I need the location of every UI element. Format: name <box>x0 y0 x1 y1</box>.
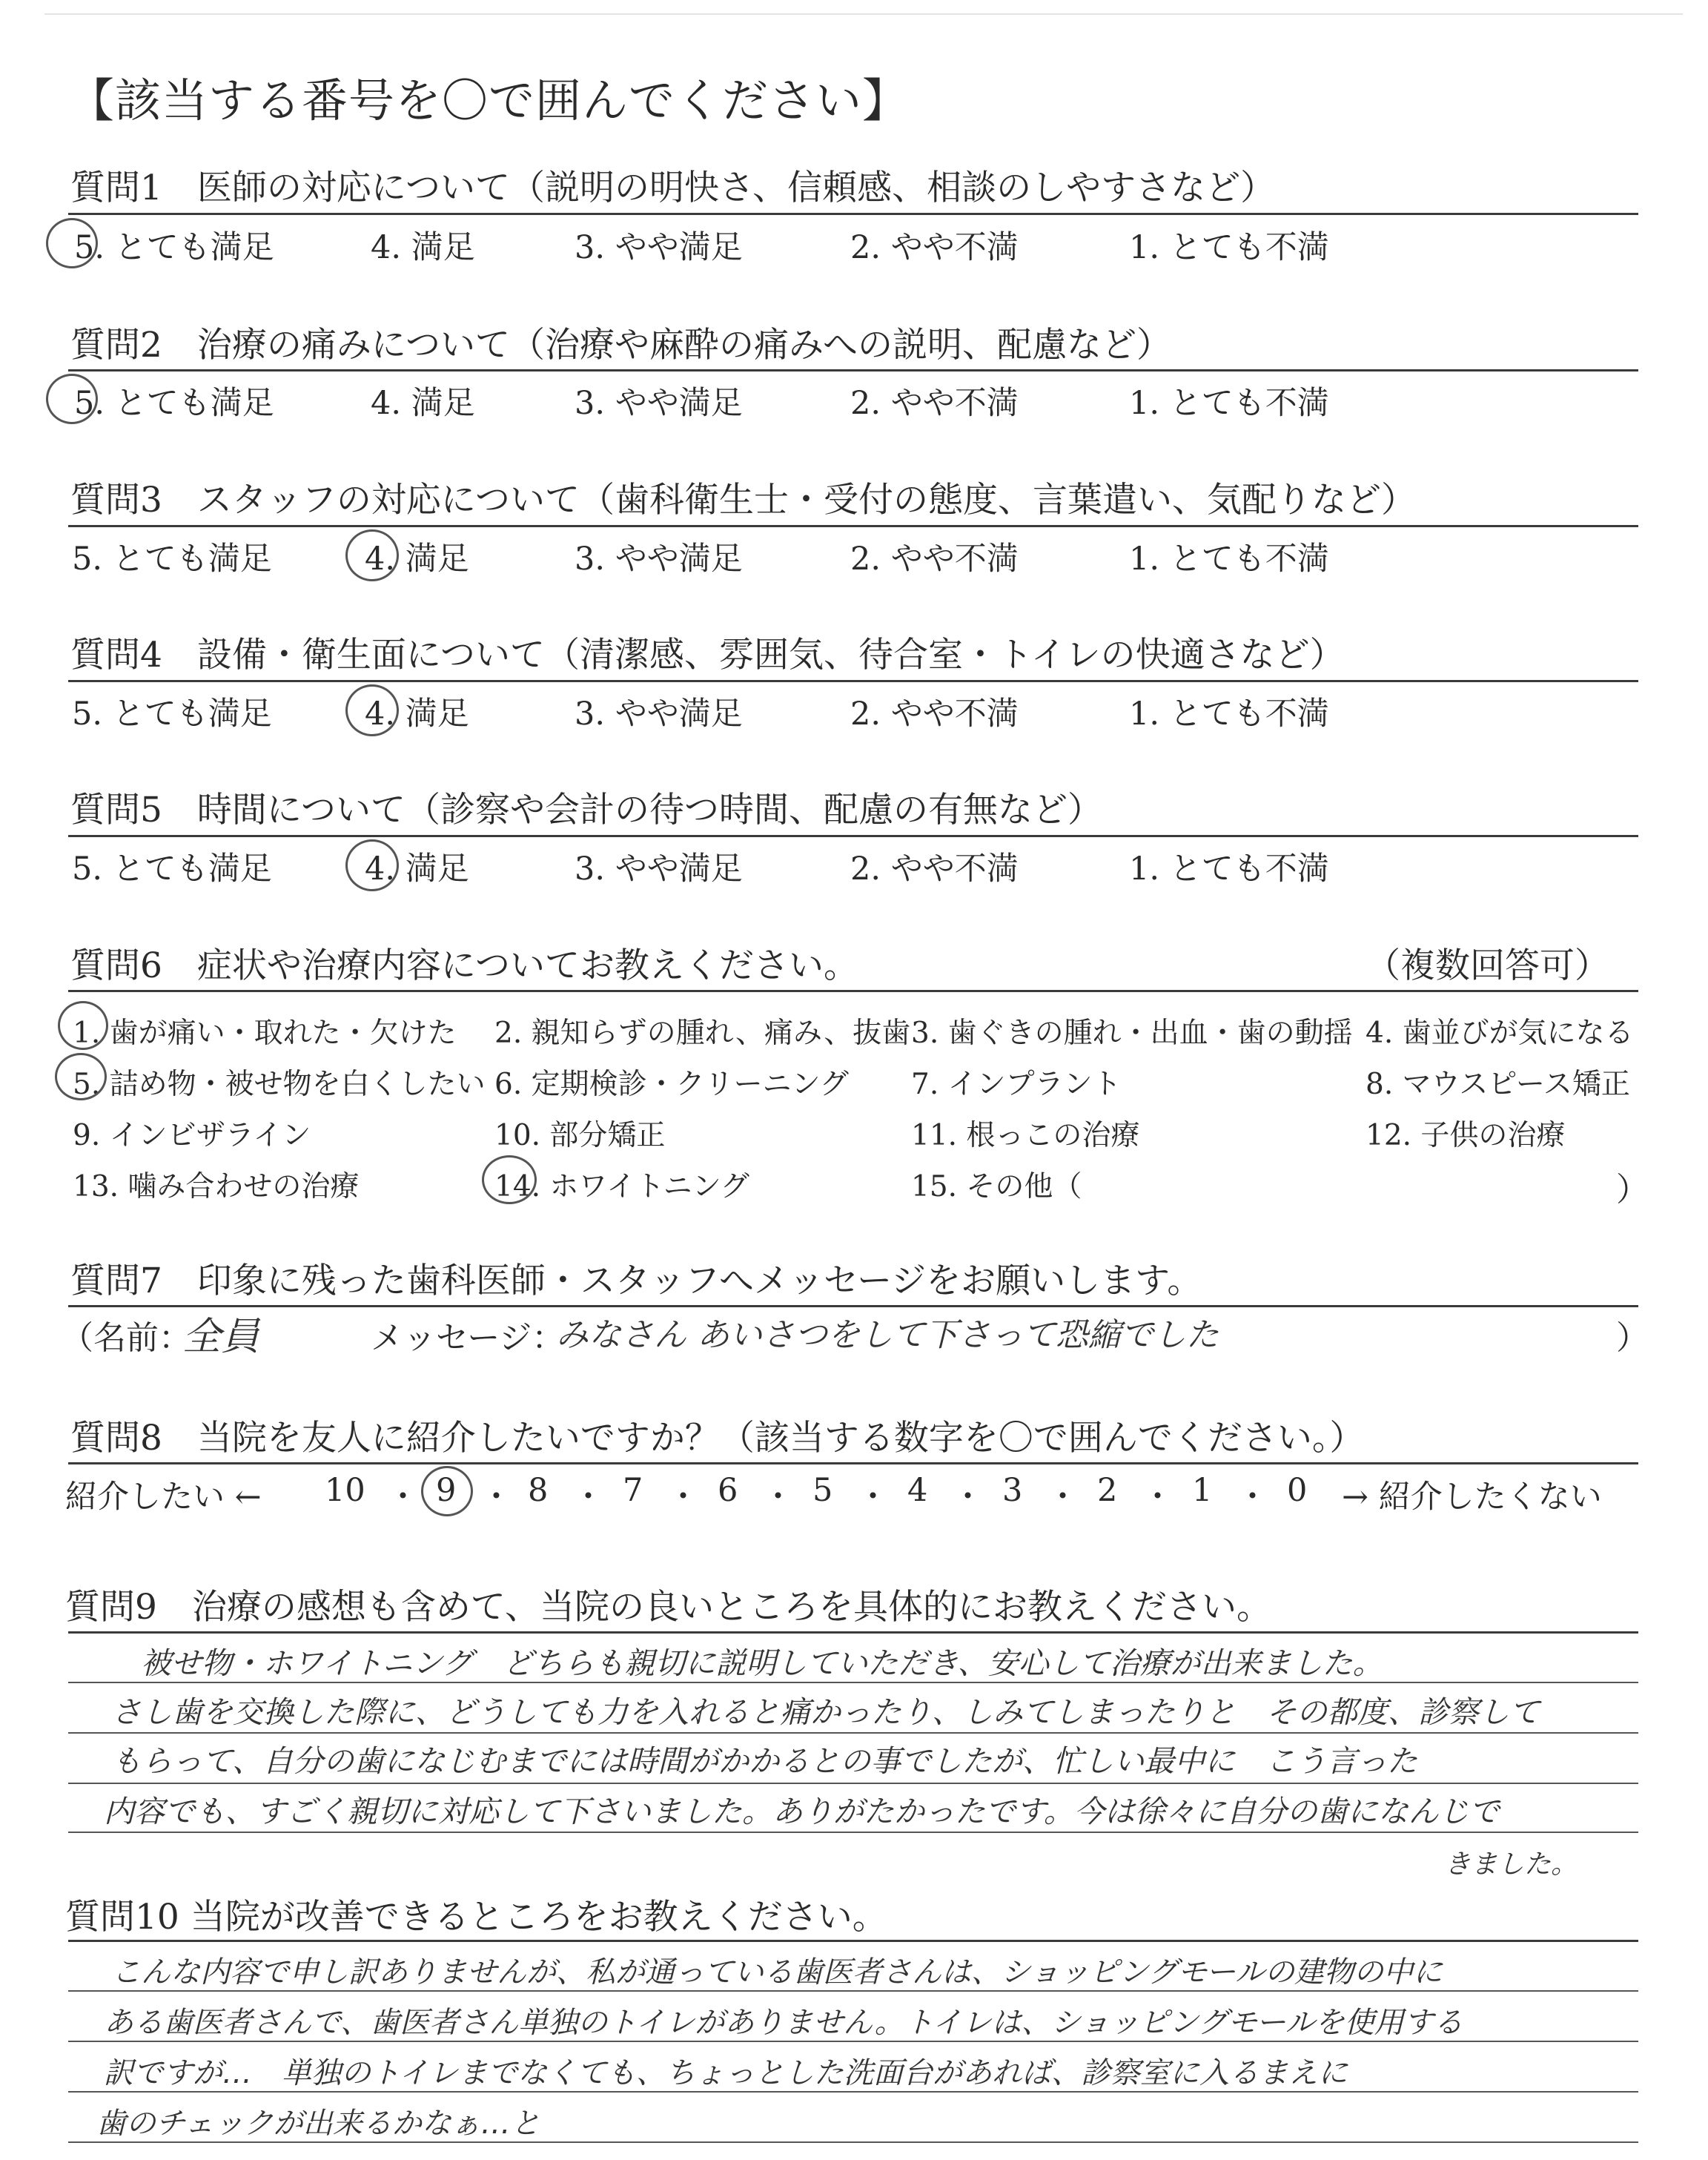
q8-scale-separator: ・ <box>1142 1479 1174 1516</box>
q9-writing-line <box>68 1832 1638 1833</box>
q2-option-2[interactable]: 2. やや不満 <box>850 385 1019 422</box>
q6-option-3[interactable]: 3. 歯ぐきの腫れ・出血・歯の動揺 <box>911 1017 1353 1050</box>
q6-option-1[interactable]: 1. 歯が痛い・取れた・欠けた <box>73 1017 457 1050</box>
q6-option-12[interactable]: 12. 子供の治療 <box>1366 1119 1566 1152</box>
q8-scale-separator: ・ <box>572 1479 604 1516</box>
q9-answer-line-2[interactable]: さし歯を交換した際に、どうしても力を入れると痛かったり、しみてしまったりと その都度、診察して <box>111 1694 1540 1730</box>
q8-scale-8[interactable]: 8 <box>528 1472 549 1509</box>
q6-other-close-paren: ） <box>1616 1171 1649 1209</box>
q6-option-10[interactable]: 10. 部分矯正 <box>494 1119 666 1152</box>
question-6-note: （複数回答可） <box>1366 945 1609 986</box>
q2-selection-circle <box>46 374 98 424</box>
question-5-rule <box>68 835 1638 837</box>
q1-option-3[interactable]: 3. やや満足 <box>575 229 743 266</box>
q6-option-15[interactable]: 15. その他（ <box>911 1170 1082 1203</box>
question-3-title: 質問3 スタッフの対応について（歯科衛生士・受付の態度、言葉遣い、気配りなど） <box>70 480 1416 521</box>
q5-option-2[interactable]: 2. やや不満 <box>850 851 1019 888</box>
q2-option-4[interactable]: 4. 満足 <box>371 385 475 422</box>
q8-scale-separator: ・ <box>387 1479 419 1516</box>
question-1-rule <box>68 213 1638 215</box>
q10-answer-line-4[interactable]: 歯のチェックが出来るかなぁ…と <box>96 2107 540 2141</box>
q3-option-3[interactable]: 3. やや満足 <box>575 541 743 578</box>
page-top-border <box>44 13 1683 15</box>
q6-selection-circle-5 <box>55 1053 107 1100</box>
q8-scale-separator: ・ <box>952 1479 984 1516</box>
question-2-rule <box>68 369 1638 371</box>
q9-writing-line <box>68 1732 1638 1734</box>
q8-scale-separator: ・ <box>1047 1479 1079 1516</box>
q4-option-3[interactable]: 3. やや満足 <box>575 696 743 733</box>
q8-scale-separator: ・ <box>667 1479 699 1516</box>
question-2-title: 質問2 治療の痛みについて（治療や麻酔の痛みへの説明、配慮など） <box>70 325 1172 366</box>
q6-option-8[interactable]: 8. マウスピース矯正 <box>1366 1068 1630 1101</box>
question-10-rule <box>68 1940 1638 1942</box>
q2-option-1[interactable]: 1. とても不満 <box>1129 385 1329 422</box>
q8-selection-circle <box>421 1466 473 1516</box>
question-6-rule <box>68 990 1638 992</box>
question-1-title: 質問1 医師の対応について（説明の明快さ、信頼感、相談のしやすさなど） <box>70 168 1276 208</box>
page-title: 【該当する番号を〇で囲んでください】 <box>68 73 910 128</box>
q7-name-label: （名前： <box>61 1319 191 1357</box>
q9-answer-line-4[interactable]: 内容でも、すごく親切に対応して下さいました。ありがたかったです。今は徐々に自分の歯になんじで <box>104 1794 1500 1829</box>
q8-scale-separator: ・ <box>857 1479 889 1516</box>
q8-scale-0[interactable]: 0 <box>1287 1472 1308 1509</box>
q8-left-label: 紹介したい ← <box>65 1479 262 1516</box>
q8-scale-2[interactable]: 2 <box>1097 1472 1118 1509</box>
q9-answer-line-5[interactable]: きました。 <box>1444 1849 1578 1880</box>
q10-answer-line-1[interactable]: こんな内容で申し訳ありませんが、私が通っている歯医者さんは、ショッピングモールの建物の中に <box>111 1955 1443 1989</box>
question-8-title: 質問8 当院を友人に紹介したいですか？（該当する数字を〇で囲んでください。） <box>70 1418 1365 1459</box>
q5-option-1[interactable]: 1. とても不満 <box>1129 851 1329 888</box>
q6-option-4[interactable]: 4. 歯並びが気になる <box>1366 1017 1634 1050</box>
q6-option-2[interactable]: 2. 親知らずの腫れ、痛み、抜歯 <box>494 1017 911 1050</box>
q6-option-6[interactable]: 6. 定期検診・クリーニング <box>494 1068 849 1101</box>
q2-option-5[interactable]: 5. とても満足 <box>74 385 274 422</box>
q6-option-7[interactable]: 7. インプラント <box>911 1068 1122 1101</box>
q6-selection-circle-14 <box>482 1155 537 1204</box>
q6-option-5[interactable]: 5. 詰め物・被せ物を白くしたい <box>73 1068 486 1101</box>
q5-option-3[interactable]: 3. やや満足 <box>575 851 743 888</box>
question-5-title: 質問5 時間について（診察や会計の待つ時間、配慮の有無など） <box>70 790 1102 830</box>
q4-option-2[interactable]: 2. やや不満 <box>850 696 1019 733</box>
question-9-title: 質問9 治療の感想も含めて、当院の良いところを具体的にお教えください。 <box>65 1587 1271 1628</box>
q9-answer-line-3[interactable]: もらって、自分の歯になじむまでには時間がかかるとの事でしたが、忙しい最中に こう言った <box>111 1743 1418 1779</box>
q10-answer-line-2[interactable]: ある歯医者さんで、歯医者さん単独のトイレがありません。トイレは、ショッピングモールを使用する <box>104 2006 1463 2040</box>
question-10-title: 質問10 当院が改善できるところをお教えください。 <box>65 1897 887 1938</box>
q4-selection-circle <box>345 684 399 736</box>
q4-option-5[interactable]: 5. とても満足 <box>72 696 272 733</box>
q8-scale-5[interactable]: 5 <box>812 1472 833 1509</box>
q7-message-value[interactable]: みなさん あいさつをして下さって恐縮でした <box>556 1316 1219 1354</box>
q10-answer-line-3[interactable]: 訳ですが… 単独のトイレまでなくても、ちょっとした洗面台があれば、診察室に入るまえに <box>104 2056 1348 2090</box>
q6-option-13[interactable]: 13. 噛み合わせの治療 <box>73 1170 360 1203</box>
q8-scale-separator: ・ <box>1237 1479 1268 1516</box>
q1-option-2[interactable]: 2. やや不満 <box>850 229 1019 266</box>
q5-option-5[interactable]: 5. とても満足 <box>72 851 272 888</box>
q2-option-3[interactable]: 3. やや満足 <box>575 385 743 422</box>
q7-close-paren: ） <box>1616 1319 1649 1357</box>
q8-scale-9[interactable]: 9 <box>436 1472 457 1509</box>
q8-scale-3[interactable]: 3 <box>1002 1472 1023 1509</box>
q8-right-label: → 紹介したくない <box>1342 1479 1602 1516</box>
question-3-rule <box>68 525 1638 527</box>
q3-selection-circle <box>345 529 399 581</box>
q5-selection-circle <box>345 839 399 891</box>
q1-option-5[interactable]: 5. とても満足 <box>74 229 274 266</box>
question-9-rule <box>68 1631 1638 1634</box>
q5-option-4[interactable]: 4. 満足 <box>365 851 469 888</box>
q6-option-14[interactable]: 14. ホワイトニング <box>494 1170 749 1203</box>
question-4-title: 質問4 設備・衛生面について（清潔感、雰囲気、待合室・トイレの快適さなど） <box>70 635 1345 676</box>
q1-selection-circle <box>46 218 98 268</box>
question-4-rule <box>68 680 1638 682</box>
q8-scale-4[interactable]: 4 <box>907 1472 928 1509</box>
q8-scale-7[interactable]: 7 <box>623 1472 643 1509</box>
q4-option-1[interactable]: 1. とても不満 <box>1129 696 1329 733</box>
q8-scale-separator: ・ <box>480 1479 512 1516</box>
q9-writing-line <box>68 1783 1638 1784</box>
q6-option-9[interactable]: 9. インビザライン <box>73 1119 311 1152</box>
q1-option-4[interactable]: 4. 満足 <box>371 229 475 266</box>
q7-message-label: メッセージ： <box>371 1319 565 1357</box>
question-7-rule <box>68 1305 1638 1307</box>
q8-scale-6[interactable]: 6 <box>718 1472 738 1509</box>
q3-option-4[interactable]: 4. 満足 <box>365 541 469 578</box>
q3-option-2[interactable]: 2. やや不満 <box>850 541 1019 578</box>
question-8-rule <box>68 1462 1638 1464</box>
q7-name-value[interactable]: 全員 <box>182 1315 260 1359</box>
q8-scale-10[interactable]: 10 <box>325 1472 365 1509</box>
q6-option-11[interactable]: 11. 根っこの治療 <box>911 1119 1140 1152</box>
q3-option-5[interactable]: 5. とても満足 <box>72 541 272 578</box>
q6-selection-circle-1 <box>58 1001 108 1050</box>
q8-scale-separator: ・ <box>762 1479 794 1516</box>
q8-scale-1[interactable]: 1 <box>1192 1472 1213 1509</box>
q1-option-1[interactable]: 1. とても不満 <box>1129 229 1329 266</box>
q4-option-4[interactable]: 4. 満足 <box>365 696 469 733</box>
q3-option-1[interactable]: 1. とても不満 <box>1129 541 1329 578</box>
question-7-title: 質問7 印象に残った歯科医師・スタッフへメッセージをお願いします。 <box>70 1261 1202 1301</box>
question-6-title: 質問6 症状や治療内容についてお教えください。 <box>70 945 858 986</box>
q9-answer-line-1[interactable]: 被せ物・ホワイトニング どちらも親切に説明していただき、安心して治療が出来ました。 <box>141 1645 1383 1681</box>
